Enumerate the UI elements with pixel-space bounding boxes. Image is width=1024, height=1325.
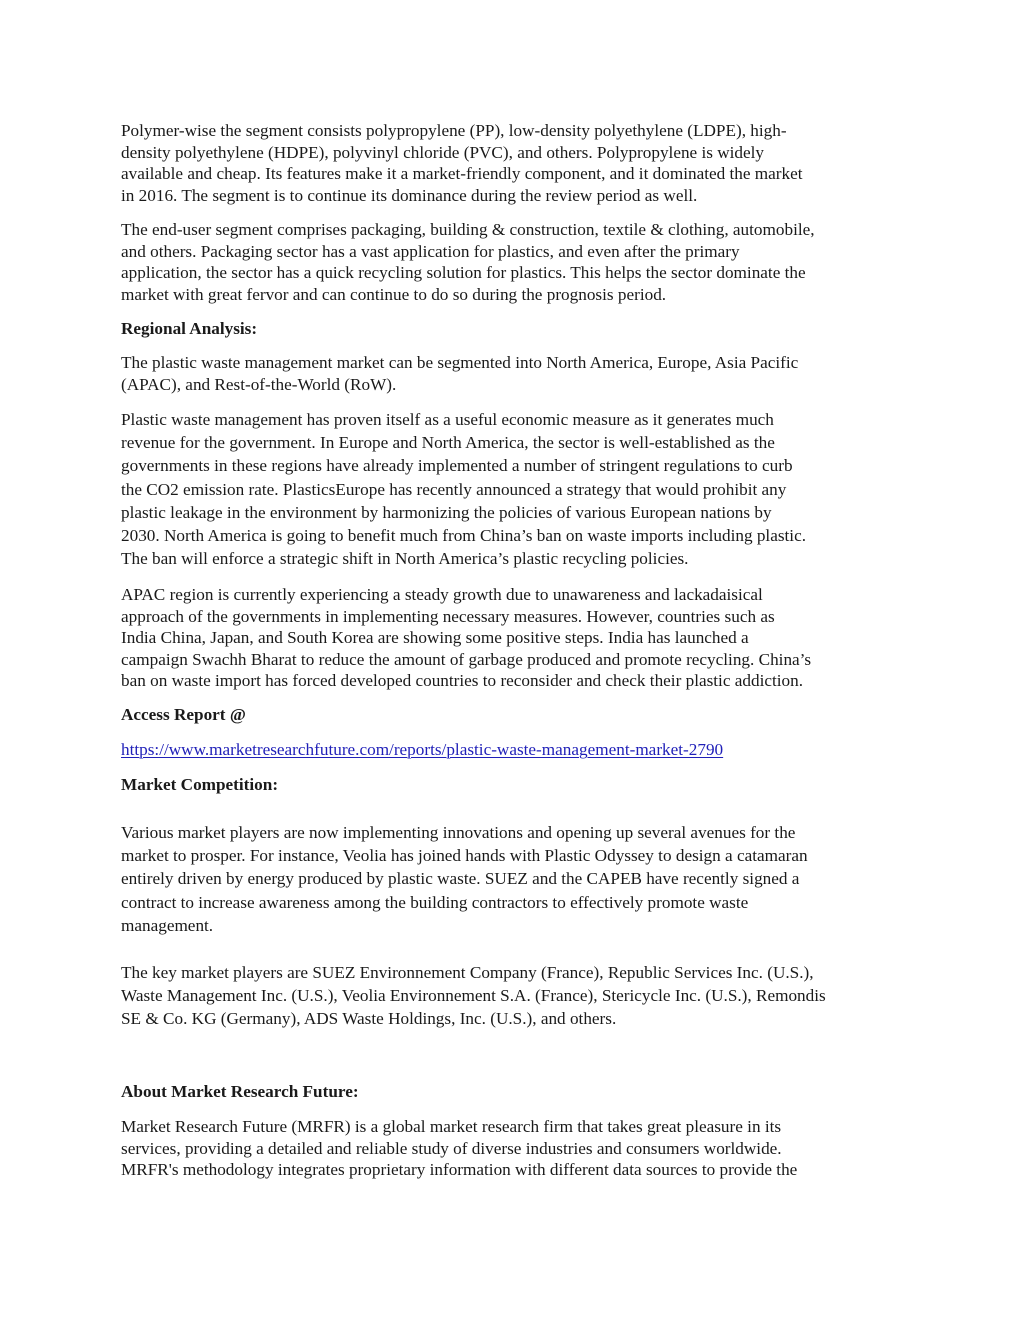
text-line: Market Research Future (MRFR) is a global market research firm that takes great pleasure in its — [121, 1117, 782, 1136]
report-link-container — [121, 739, 723, 761]
text-line: contract to increase awareness among the building contractors to effectively promote waste — [121, 892, 749, 912]
text-line: The ban will enforce a strategic shift in North America’s plastic recycling policies. — [121, 549, 689, 569]
paragraph-about-mrfr — [121, 1116, 797, 1181]
paragraph-market-competition — [121, 821, 808, 937]
text-line: approach of the governments in implementing necessary measures. However, countries such as — [121, 606, 775, 626]
text-line: SE & Co. KG (Germany), ADS Waste Holdings, Inc. (U.S.), and others. — [121, 1009, 617, 1029]
text-line: plastic leakage in the environment by harmonizing the policies of various European nations by — [121, 502, 772, 522]
text-line: available and cheap. Its features make it a market-friendly component, and it dominated the market — [121, 164, 803, 184]
text-line: The end-user segment comprises packaging, building & construction, textile & clothing, automobile, — [121, 220, 815, 239]
heading-access-report: Access Report @ — [121, 705, 246, 724]
paragraph-apac-region — [121, 584, 811, 692]
paragraph-europe-north-america — [121, 408, 806, 570]
text-line: governments in these regions have already implemented a number of stringent regulations to curb — [121, 456, 793, 476]
text-line: services, providing a detailed and reliable study of diverse industries and consumers worldwide. — [121, 1138, 782, 1158]
heading-about-mrfr: About Market Research Future: — [121, 1082, 359, 1101]
text-line: India China, Japan, and South Korea are showing some positive steps. India has launched a — [121, 628, 749, 648]
text-line: Polymer-wise the segment consists polypropylene (PP), low-density polyethylene (LDPE), high- — [121, 121, 787, 140]
text-line: application, the sector has a quick recycling solution for plastics. This helps the sector dominate the — [121, 263, 806, 283]
paragraph-key-players — [121, 961, 826, 1031]
text-line: entirely driven by energy produced by plastic waste. SUEZ and the CAPEB have recently signed a — [121, 869, 800, 889]
text-line: market with great fervor and can continue to do so during the prognosis period. — [121, 284, 667, 304]
paragraph-regional-intro — [121, 352, 798, 395]
paragraph-end-user-segment — [121, 219, 815, 305]
text-line: market to prosper. For instance, Veolia has joined hands with Plastic Odyssey to design a catamaran — [121, 846, 808, 866]
text-line: MRFR's methodology integrates proprietary information with different data sources to provide the — [121, 1160, 798, 1180]
text-line: 2030. North America is going to benefit much from China’s ban on waste imports including plastic. — [121, 525, 806, 545]
text-line: The key market players are SUEZ Environnement Company (France), Republic Services Inc. (U.S.), — [121, 963, 814, 982]
text-line: and others. Packaging sector has a vast application for plastics, and even after the primary — [121, 241, 740, 261]
text-line: in 2016. The segment is to continue its dominance during the review period as well. — [121, 185, 698, 205]
text-line: The plastic waste management market can be segmented into North America, Europe, Asia Pacific — [121, 353, 799, 372]
heading-market-competition: Market Competition: — [121, 775, 279, 794]
paragraph-polymer-segment — [121, 120, 803, 206]
text-line: Waste Management Inc. (U.S.), Veolia Environnement S.A. (France), Stericycle Inc. (U.S.), Remondis — [121, 986, 826, 1006]
text-line: campaign Swachh Bharat to reduce the amount of garbage produced and promote recycling. China’s — [121, 649, 812, 669]
text-line: revenue for the government. In Europe and North America, the sector is well-established as the — [121, 433, 775, 453]
text-line: Plastic waste management has proven itself as a useful economic measure as it generates much — [121, 410, 774, 429]
text-line: density polyethylene (HDPE), polyvinyl chloride (PVC), and others. Polypropylene is widely — [121, 142, 765, 162]
text-line: the CO2 emission rate. PlasticsEurope has recently announced a strategy that would prohibit any — [121, 479, 787, 499]
report-link[interactable]: https://www.marketresearchfuture.com/reports/plastic-waste-management-market-2790 — [121, 740, 724, 759]
heading-regional-analysis: Regional Analysis: — [121, 319, 258, 338]
text-line: ban on waste import has forced developed countries to reconsider and check their plastic addiction. — [121, 671, 804, 691]
text-line: (APAC), and Rest-of-the-World (RoW). — [121, 374, 397, 394]
text-line: APAC region is currently experiencing a steady growth due to unawareness and lackadaisical — [121, 585, 763, 604]
text-line: Various market players are now implementing innovations and opening up several avenues for the — [121, 823, 796, 842]
text-line: management. — [121, 915, 214, 935]
